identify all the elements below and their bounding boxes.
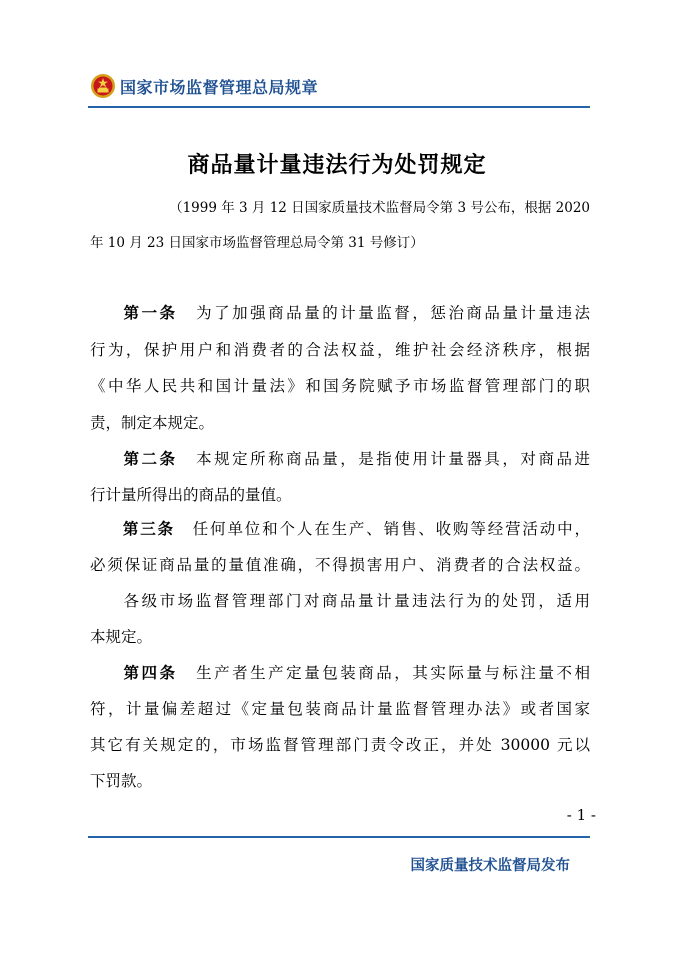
article-1-line-4: 责，制定本规定。: [90, 414, 215, 432]
article-3-extra-text-1: 各级市场监督管理部门对商品量计量违法行为的处罚，适用: [121, 592, 590, 610]
article-1-heading: 第一条: [121, 304, 178, 322]
article-3-extra-line-1: [90, 589, 590, 613]
article-4-line-3: 其它有关规定的，市场监督管理部门责令改正，并处 30000 元以: [90, 736, 590, 754]
subtitle-line-2: 年 10 月 23 日国家市场监督管理总局令第 31 号修订）: [90, 235, 424, 251]
article-2-heading: 第二条: [121, 450, 178, 468]
article-1-line-1: [90, 301, 590, 325]
article-4-text-1: 生产者生产定量包装商品，其实际量与标注量不相: [193, 664, 590, 682]
header-title: 国家市场监督管理总局规章: [120, 77, 319, 97]
header-divider: [88, 106, 590, 108]
article-4-line-2: 符，计量偏差超过《定量包装商品计量监督管理办法》或者国家: [90, 700, 590, 718]
footer-divider: [88, 836, 590, 838]
national-emblem-icon: [90, 73, 116, 99]
article-3-line-1: [90, 517, 590, 541]
article-4-line-1: [90, 661, 590, 685]
article-4-line-4: 下罚款。: [90, 772, 153, 790]
article-1-text-1: 为了加强商品量的计量监督，惩治商品量计量违法: [193, 304, 590, 322]
footer-publisher: 国家质量技术监督局发布: [410, 858, 570, 874]
article-1-line-2: 行为，保护用户和消费者的合法权益，维护社会经济秩序，根据: [90, 341, 590, 359]
article-3-extra-line-2: 本规定。: [90, 628, 153, 646]
document-title: 商品量计量违法行为处罚规定: [187, 153, 487, 178]
article-2-line-1: [90, 447, 590, 471]
article-2-text-1: 本规定所称商品量，是指使用计量器具，对商品进: [193, 450, 590, 468]
article-2-line-2: 行计量所得出的商品的量值。: [90, 486, 292, 504]
article-3-heading: 第三条: [121, 520, 175, 538]
page-number: - 1 -: [566, 806, 596, 824]
article-3-line-2: 必须保证商品量的量值准确，不得损害用户、消费者的合法权益。: [90, 556, 590, 574]
subtitle-line-1: （1999 年 3 月 12 日国家质量技术监督局令第 3 号公布，根据 2020: [169, 200, 590, 216]
article-1-line-3: 《中华人民共和国计量法》和国务院赋予市场监督管理部门的职: [90, 377, 590, 395]
article-3-text-1: 任何单位和个人在生产、销售、收购等经营活动中，: [190, 520, 590, 538]
article-4-heading: 第四条: [121, 664, 178, 682]
header: [90, 70, 318, 102]
